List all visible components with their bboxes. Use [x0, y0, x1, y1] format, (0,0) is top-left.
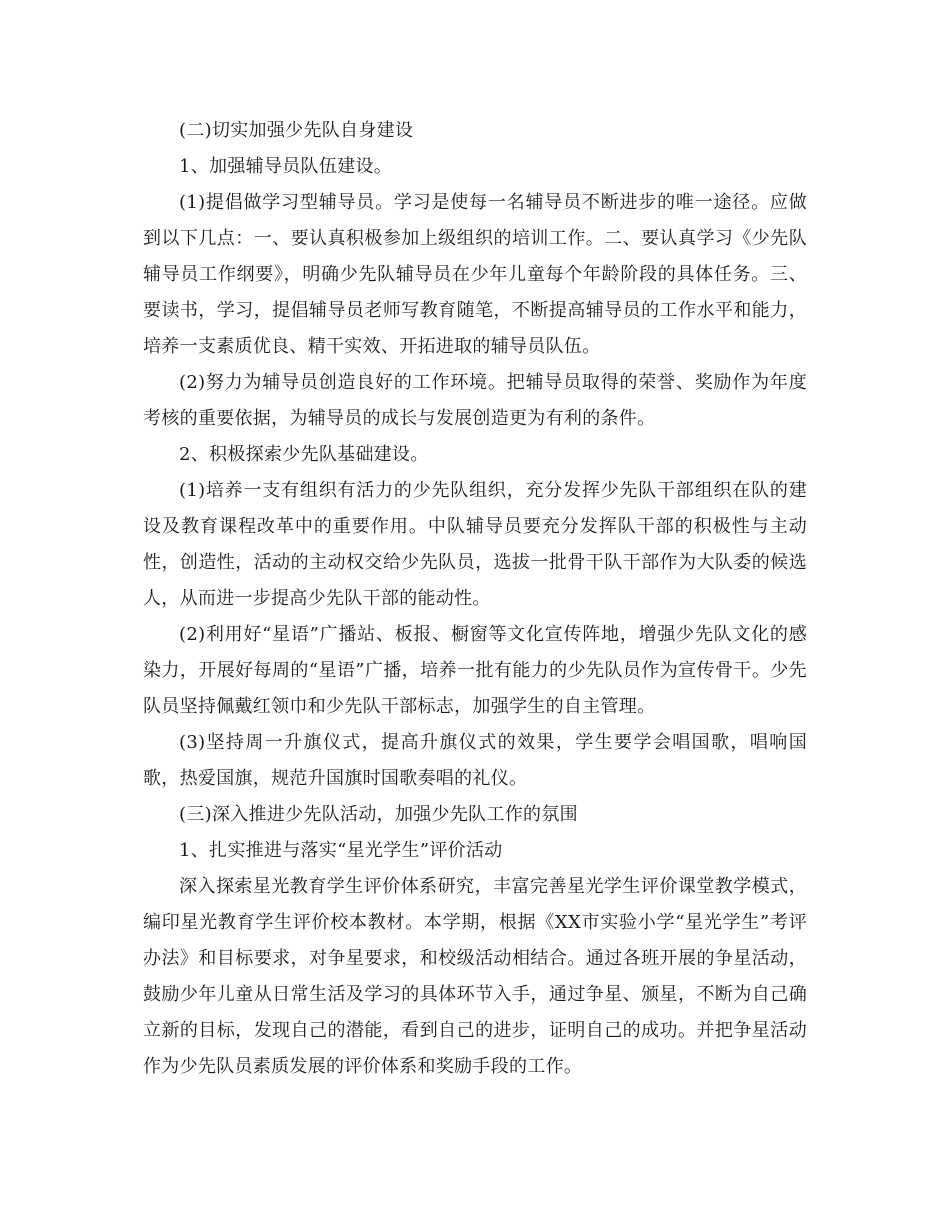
subsection-heading-1: 1、加强辅导员队伍建设。 [179, 156, 393, 177]
paragraph-organization: (1)培养一支有组织有活力的少先队组织，充分发挥少先队干部组织在队的建设及教育课程改革中的重要作用。中队辅导员要充分发挥队干部的积极性与主动性，创造性，活动的主动权交给少先队员，选拔一批骨干队干部作为大队委的候选人，从而进一步提高少先队干部的能动性。 [143, 480, 807, 609]
paragraph-flag-ceremony: (3)坚持周一升旗仪式，提高升旗仪式的效果，学生要学会唱国歌，唱响国歌，热爱国旗，规范升国旗时国歌奏唱的礼仪。 [143, 732, 807, 789]
subsection-heading-star-student: 1、扎实推进与落实“星光学生”评价活动 [179, 840, 503, 861]
section-heading-3: (三)深入推进少先队活动，加强少先队工作的氛围 [179, 804, 578, 825]
paragraph-learning-counselor: (1)提倡做学习型辅导员。学习是使每一名辅导员不断进步的唯一途径。应做到以下几点：一、要认真积极参加上级组织的培训工作。二、要认真学习《少先队辅导员工作纲要》，明确少先队辅导员在少年儿童每个年龄阶段的具体任务。三、要读书，学习，提倡辅导员老师写教育随笔，不断提高辅导员的工作水平和能力，培养一支素质优良、精干实效、开拓进取的辅导员队伍。 [143, 192, 807, 357]
subsection-heading-2: 2、积极探索少先队基础建设。 [179, 444, 429, 465]
paragraph-broadcast: (2)利用好“星语”广播站、板报、橱窗等文化宣传阵地，增强少先队文化的感染力，开展好每周的“星语”广播，培养一批有能力的少先队员作为宣传骨干。少先队员坚持佩戴红领巾和少先队干部标志，加强学生的自主管理。 [143, 624, 807, 717]
paragraph-work-environment: (2)努力为辅导员创造良好的工作环境。把辅导员取得的荣誉、奖励作为年度考核的重要依据，为辅导员的成长与发展创造更为有利的条件。 [143, 372, 807, 429]
section-heading-2: (二)切实加强少先队自身建设 [179, 120, 414, 141]
document-body [143, 113, 807, 1085]
paragraph-star-evaluation: 深入探索星光教育学生评价体系研究，丰富完善星光学生评价课堂教学模式，编印星光教育学生评价校本教材。本学期，根据《XX市实验小学“星光学生”考评办法》和目标要求，对争星要求，和校级活动相结合。通过各班开展的争星活动，鼓励少年儿童从日常生活及学习的具体环节入手，通过争星、颁星，不断为自己确立新的目标，发现自己的潜能，看到自己的进步，证明自己的成功。并把争星活动作为少先队员素质发展的评价体系和奖励手段的工作。 [143, 876, 807, 1077]
